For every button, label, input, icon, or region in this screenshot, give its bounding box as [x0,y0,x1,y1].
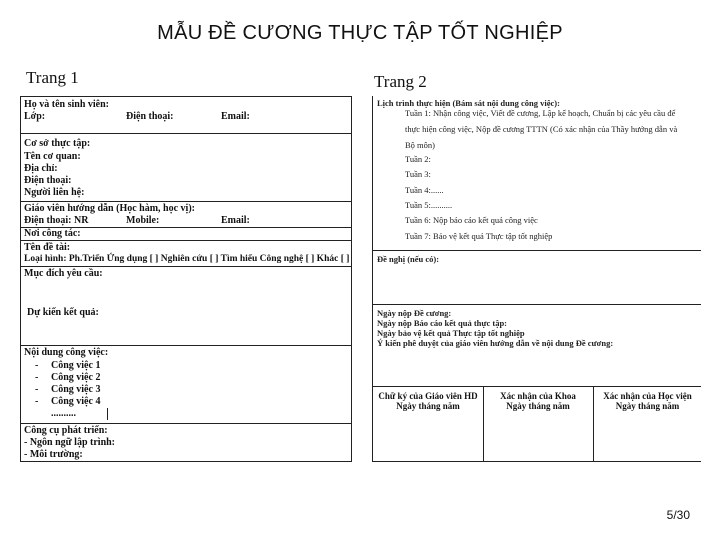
row-divider [21,201,351,202]
page2-label: Trang 2 [374,72,427,91]
week4-label: Tuần 4:...... [405,185,444,195]
text-cursor-mark [107,408,108,420]
dash: - [35,396,39,407]
purpose-label: Mục đích yêu cầu: [24,268,103,279]
org-phone-label: Điện thoại: [24,175,72,186]
approval-label: Ý kiến phê duyệt của giáo viên hướng dẫn về nội dung Đề cương: [377,338,614,348]
row-divider [373,304,701,305]
sig2-title: Xác nhận của Khoa [500,391,576,401]
schedule-label: Lịch trình thực hiện (Bám sát nội dung công việc): [377,98,560,108]
topic-label: Tên đề tài: [24,242,71,253]
page2-form [372,96,701,462]
language-label: - Ngôn ngữ lập trình: [24,437,116,448]
week5-label: Tuần 5:.......... [405,200,453,210]
dash: - [35,360,39,371]
signature-cell-faculty [483,387,593,461]
row-divider [373,250,701,251]
sup-email-label: Email: [221,215,250,226]
page1-form [20,96,352,462]
submit-report-label: Ngày nộp Báo cáo kết quả thực tập: [377,318,508,328]
week6-label: Tuần 6: Nộp báo cáo kết quả công việc [405,215,538,225]
email-label: Email: [221,111,250,122]
sup-mobile-label: Mobile: [126,215,160,226]
task-3: Công việc 3 [51,384,101,395]
task-4: Công việc 4 [51,396,101,407]
content-label: Nội dung công việc: [24,347,109,358]
week2-label: Tuần 2: [405,154,431,164]
contact-label: Người liên hệ: [24,187,85,198]
page-number: 5/30 [666,508,690,522]
task-dots: .......... [51,408,76,419]
defense-label: Ngày bảo vệ kết quả Thực tập tốt nghiệp [377,328,525,338]
student-name-label: Họ và tên sinh viên: [24,99,110,110]
environment-label: - Môi trường: [24,449,83,460]
page1-label: Trang 1 [26,68,79,87]
signature-cell-academy [593,387,702,461]
address-label: Địa chỉ: [24,163,58,174]
week1-line-c: Bộ môn) [405,140,435,150]
type-label: Loại hình: Ph.Triển Ứng dụng [ ] Nghiên cứu [ ] Tìm hiểu Công nghệ [ ] Khác [ ] [24,254,350,264]
sig1-title: Chữ ký của Giáo viên HD [378,391,478,401]
signature-table [373,386,701,461]
dash: - [35,384,39,395]
phone-label: Điện thoại: [126,111,174,122]
row-divider [21,266,351,267]
week3-label: Tuần 3: [405,169,431,179]
row-divider [21,133,351,134]
task-1: Công việc 1 [51,360,101,371]
sig3-title: Xác nhận của Học viện [603,391,692,401]
sig2-date: Ngày tháng năm [506,401,570,411]
week7-label: Tuần 7: Bảo vệ kết quả Thực tập tốt nghiệp [405,231,553,241]
signature-cell-supervisor [373,387,483,461]
submit-outline-label: Ngày nộp Đề cương: [377,308,452,318]
row-divider [21,240,351,241]
row-divider [21,423,351,424]
proposal-label: Đề nghị (nếu có): [377,254,440,264]
sig1-date: Ngày tháng năm [396,401,460,411]
expected-label: Dự kiến kết quả: [27,307,99,318]
week1-line-a: Tuần 1: Nhận công việc, Viết đề cương, Lập kế hoạch, Chuẩn bị các yêu cầu để [405,108,676,118]
slide-title: MẪU ĐỀ CƯƠNG THỰC TẬP TỐT NGHIỆP [157,22,563,44]
class-label: Lớp: [24,111,46,122]
row-divider [21,345,351,346]
internship-place-label: Cơ sở thực tập: [24,138,91,149]
week1-line-b: thực hiện công việc, Nộp đề cương TTTN (Có xác nhận của Thầy hướng dẫn và [405,124,678,134]
workplace-label: Nơi công tác: [24,228,81,239]
tools-label: Công cụ phát triển: [24,425,108,436]
supervisor-label: Giáo viên hướng dẫn (Học hàm, học vị): [24,203,195,214]
task-2: Công việc 2 [51,372,101,383]
sup-phone-label: Điện thoại: NR [24,215,89,226]
org-name-label: Tên cơ quan: [24,151,81,162]
sig3-date: Ngày tháng năm [615,401,680,411]
dash: - [35,372,39,383]
